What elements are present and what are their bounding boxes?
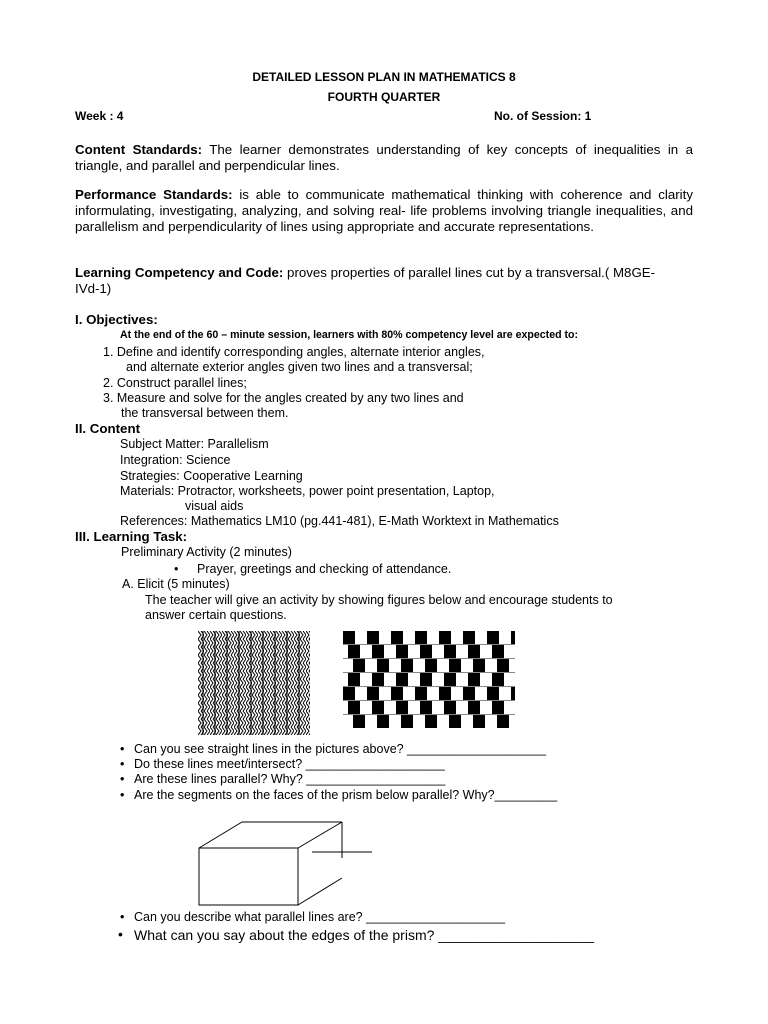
cafe-wall-tile	[343, 631, 355, 644]
cafe-wall-tile	[391, 631, 403, 644]
cafe-wall-tile	[372, 701, 384, 714]
question-bullet: •	[118, 926, 123, 942]
week-label: Week : 4	[75, 109, 124, 123]
cafe-wall-tile	[468, 701, 480, 714]
cafe-wall-tile	[401, 715, 413, 728]
cafe-wall-tile	[401, 659, 413, 672]
elicit-text-line-2: answer certain questions.	[145, 608, 287, 622]
cafe-wall-tile	[444, 673, 456, 686]
objectives-heading: I. Objectives:	[75, 312, 158, 327]
elicit-text-line-1: The teacher will give an activity by showing figures below and encourage students to	[145, 593, 613, 607]
cafe-wall-tile	[463, 687, 475, 700]
question-bullet: •	[120, 742, 125, 756]
cafe-wall-tile	[420, 701, 432, 714]
performance-standards	[75, 187, 693, 235]
question-describe-parallel: Can you describe what parallel lines are? ____________________	[134, 910, 506, 924]
elicit-heading: A. Elicit (5 minutes)	[122, 577, 230, 591]
objective-2: 2. Construct parallel lines;	[103, 376, 247, 390]
cafe-wall-tile	[377, 659, 389, 672]
cafe-wall-tile	[492, 645, 504, 658]
cafe-wall-tile	[425, 715, 437, 728]
cafe-wall-tile	[468, 673, 480, 686]
content-heading: II. Content	[75, 421, 140, 436]
cafe-wall-tile	[372, 645, 384, 658]
cafe-wall-tile	[396, 673, 408, 686]
cafe-wall-tile	[497, 659, 509, 672]
cafe-wall-tile	[396, 645, 408, 658]
zigzag-illusion-figure	[198, 631, 310, 735]
cafe-wall-tile	[353, 659, 365, 672]
document-title: DETAILED LESSON PLAN IN MATHEMATICS 8	[252, 70, 516, 84]
cafe-wall-tile	[492, 673, 504, 686]
question-parallel: Are these lines parallel? Why? ____________________	[134, 772, 446, 786]
references: References: Mathematics LM10 (pg.441-481), E-Math Worktext in Mathematics	[120, 514, 559, 528]
cafe-wall-tile	[444, 701, 456, 714]
session-label: No. of Session: 1	[494, 109, 592, 123]
strategies: Strategies: Cooperative Learning	[120, 469, 303, 483]
cafe-wall-tile	[487, 631, 499, 644]
cafe-wall-tile	[463, 631, 475, 644]
integration: Integration: Science	[120, 453, 231, 467]
cafe-wall-tile	[353, 715, 365, 728]
question-intersect: Do these lines meet/intersect? ____________________	[134, 757, 445, 771]
cafe-wall-tile	[497, 715, 509, 728]
objective-3-line-2: the transversal between them.	[121, 406, 289, 420]
subject-matter: Subject Matter: Parallelism	[120, 437, 269, 451]
cafe-wall-tile	[425, 659, 437, 672]
cafe-wall-tile	[415, 687, 427, 700]
question-bullet: •	[120, 910, 125, 924]
cafe-wall-tile	[396, 701, 408, 714]
performance-standards-label: Performance Standards:	[75, 187, 233, 202]
objective-3-line-1: 3. Measure and solve for the angles created by any two lines and	[103, 391, 464, 405]
learning-competency-code: IVd-1)	[75, 281, 112, 296]
prayer-bullet: •	[174, 562, 179, 576]
cafe-wall-tile	[449, 659, 461, 672]
cafe-wall-tile	[377, 715, 389, 728]
cafe-wall-tile	[348, 673, 360, 686]
cafe-wall-tile	[511, 687, 515, 700]
learning-competency-label: Learning Competency and Code:	[75, 265, 284, 280]
materials-line-1: Materials: Protractor, worksheets, power point presentation, Laptop,	[120, 484, 495, 498]
cafe-wall-tile	[391, 687, 403, 700]
question-bullet: •	[120, 788, 125, 802]
prism-figure	[196, 820, 376, 908]
objectives-intro: At the end of the 60 – minute session, learners with 80% competency level are expected to:	[120, 329, 579, 341]
content-standards-label: Content Standards:	[75, 142, 203, 157]
cafe-wall-tile	[420, 673, 432, 686]
cafe-wall-tile	[415, 631, 427, 644]
performance-standards-text: is able to communicate mathematical thinking with coherence and clarity informulating, investigating, analyzing, and solving real- life problems involving triangle inequalities, and parallelism and perpendicularity of lines using appropriate and accurate representations.	[75, 187, 693, 234]
cafe-wall-tile	[468, 645, 480, 658]
cafe-wall-tile	[367, 687, 379, 700]
cafe-wall-tile	[348, 645, 360, 658]
preliminary-activity: Preliminary Activity (2 minutes)	[121, 545, 292, 559]
cafe-wall-tile	[348, 701, 360, 714]
question-prism-edges: What can you say about the edges of the prism? ____________________	[134, 927, 595, 943]
objective-1-line-1: 1. Define and identify corresponding angles, alternate interior angles,	[103, 345, 485, 359]
question-straight-lines: Can you see straight lines in the pictures above? ____________________	[134, 742, 547, 756]
question-bullet: •	[120, 772, 125, 786]
prayer-item: Prayer, greetings and checking of attendance.	[197, 562, 452, 576]
cafe-wall-tile	[420, 645, 432, 658]
cafe-wall-tile	[492, 701, 504, 714]
materials-line-2: visual aids	[185, 499, 244, 513]
objective-1-line-2: and alternate exterior angles given two lines and a transversal;	[126, 360, 473, 374]
content-standards	[75, 142, 693, 174]
cafe-wall-tile	[439, 631, 451, 644]
learning-competency	[75, 265, 655, 281]
cafe-wall-tile	[487, 687, 499, 700]
content-standards-text: The learner demonstrates understanding of key concepts of inequalities in a triangle, and parallel and perpendicular lines.	[75, 142, 693, 173]
cafe-wall-tile	[367, 631, 379, 644]
cafe-wall-tile	[343, 687, 355, 700]
learning-task-heading: III. Learning Task:	[75, 529, 188, 544]
cafe-wall-tile	[372, 673, 384, 686]
question-prism-segments: Are the segments on the faces of the prism below parallel? Why?_________	[134, 788, 558, 802]
learning-competency-text: proves properties of parallel lines cut by a transversal.( M8GE-	[287, 265, 656, 280]
cafe-wall-illusion-figure	[343, 630, 515, 728]
cafe-wall-tile	[473, 715, 485, 728]
quarter-title: FOURTH QUARTER	[327, 90, 441, 104]
cafe-wall-tile	[449, 715, 461, 728]
cafe-wall-tile	[473, 659, 485, 672]
cafe-wall-tile	[511, 631, 515, 644]
cafe-wall-tile	[439, 687, 451, 700]
question-bullet: •	[120, 757, 125, 771]
cafe-wall-tile	[444, 645, 456, 658]
